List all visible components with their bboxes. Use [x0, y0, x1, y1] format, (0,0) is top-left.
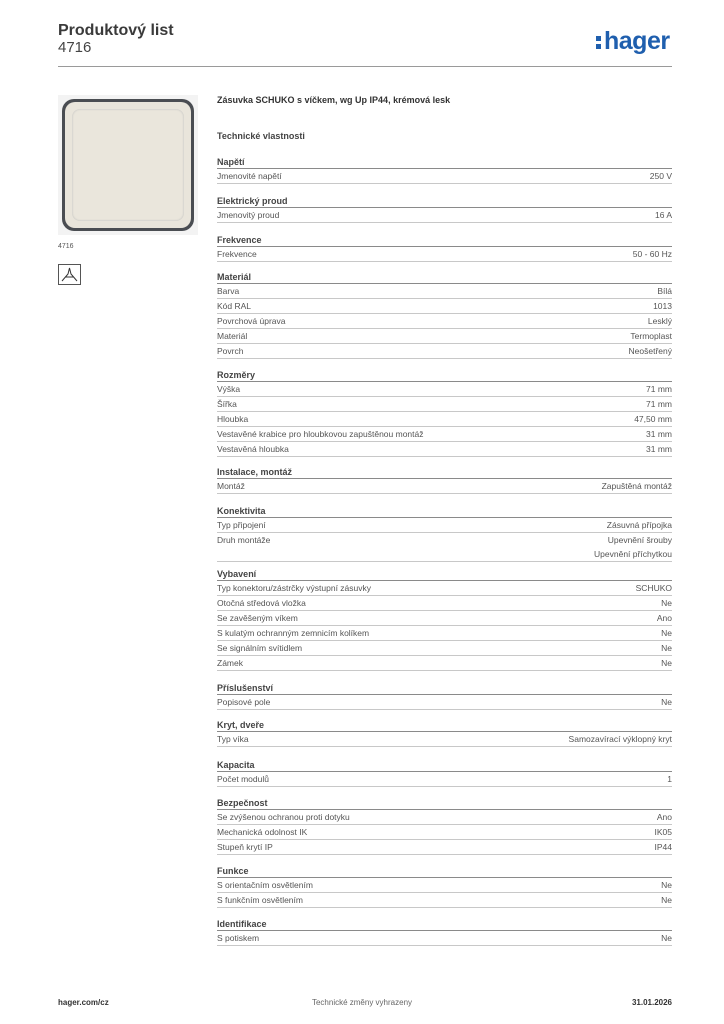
spec-row [217, 893, 672, 908]
spec-label: S kulatým ochranným zemnicím kolíkem [217, 628, 370, 638]
spec-row [217, 479, 672, 494]
spec-row [217, 397, 672, 412]
spec-row [217, 314, 672, 329]
spec-label: Montáž [217, 481, 245, 491]
section-heading: Kapacita [217, 760, 672, 772]
footer-date: 31.01.2026 [631, 998, 672, 1007]
product-image [58, 95, 198, 235]
spec-value: Zásuvná přípojka [606, 520, 672, 530]
spec-row [217, 247, 672, 262]
spec-value: 250 V [649, 171, 672, 181]
spec-section [217, 919, 672, 946]
header-divider [58, 66, 672, 67]
spec-label: Se zvýšenou ochranou proti dotyku [217, 812, 350, 822]
spec-section [217, 866, 672, 908]
spec-row [217, 611, 672, 626]
spec-section [217, 798, 672, 855]
spec-row [217, 641, 672, 656]
spec-row [217, 427, 672, 442]
spec-row [217, 412, 672, 427]
footer-note: Technické změny vyhrazeny [311, 998, 413, 1007]
spec-value: Ne [661, 933, 672, 943]
spec-row [217, 299, 672, 314]
spec-label: Kód RAL [217, 301, 252, 311]
spec-value: Lesklý [647, 316, 672, 326]
spec-label: Hloubka [217, 414, 249, 424]
spec-row [217, 825, 672, 840]
spec-label: Zámek [217, 658, 243, 668]
page-title: Produktový list [58, 22, 174, 39]
spec-label: Typ připojení [217, 520, 266, 530]
section-heading: Rozměry [217, 370, 672, 382]
spec-row [217, 533, 672, 562]
spec-label: S potiskem [217, 933, 260, 943]
spec-value: Ne [661, 697, 672, 707]
spec-label: Stupeň krytí IP [217, 842, 273, 852]
spec-section [217, 370, 672, 457]
section-heading: Bezpečnost [217, 798, 672, 810]
spec-row [217, 169, 672, 184]
spec-value: Ne [661, 643, 672, 653]
spec-label: Šířka [217, 399, 237, 409]
spec-row [217, 284, 672, 299]
spec-section [217, 235, 672, 262]
spec-row [217, 695, 672, 710]
product-number: 4716 [58, 39, 92, 56]
section-heading: Příslušenství [217, 683, 672, 695]
spec-section [217, 720, 672, 747]
spec-label: Jmenovité napětí [217, 171, 282, 181]
spec-section [217, 157, 672, 184]
spec-row [217, 732, 672, 747]
spec-value: 31 mm [646, 444, 672, 454]
spec-label: Vestavěné krabice pro hloubkovou zapuštěnou montáž [217, 429, 424, 439]
spec-row [217, 656, 672, 671]
spec-value: Ne [661, 628, 672, 638]
spec-label: Druh montáže [217, 535, 271, 545]
section-heading: Napětí [217, 157, 672, 169]
section-heading: Identifikace [217, 919, 672, 931]
section-heading: Elektrický proud [217, 196, 672, 208]
spec-section [217, 196, 672, 223]
spec-value: Ne [661, 658, 672, 668]
footer-website: hager.com/cz [58, 998, 109, 1007]
spec-value: 16 A [654, 210, 672, 220]
spec-value: SCHUKO [635, 583, 672, 593]
spec-value: 50 - 60 Hz [632, 249, 672, 259]
spec-label: Se zavěšeným víkem [217, 613, 298, 623]
spec-row [217, 626, 672, 641]
spec-value: Samozavírací výklopný kryt [568, 734, 672, 744]
section-heading: Vybavení [217, 569, 672, 581]
spec-label: Popisové pole [217, 697, 271, 707]
spec-row [217, 518, 672, 533]
spec-section [217, 467, 672, 494]
spec-label: Typ konektoru/zástrčky výstupní zásuvky [217, 583, 372, 593]
spec-label: Počet modulů [217, 774, 269, 784]
section-heading: Frekvence [217, 235, 672, 247]
spec-value: Ano [656, 812, 672, 822]
spec-row [217, 208, 672, 223]
spec-label: S funkčním osvětlením [217, 895, 303, 905]
spec-label: Typ víka [217, 734, 249, 744]
logo-dots-icon [596, 34, 602, 49]
spec-row [217, 931, 672, 946]
spec-row [217, 442, 672, 457]
spec-label: S orientačním osvětlením [217, 880, 313, 890]
product-title: Zásuvka SCHUKO s víčkem, wg Up IP44, krémová lesk [217, 95, 451, 105]
flush-mount-symbol-icon [58, 264, 81, 285]
spec-section [217, 683, 672, 710]
section-heading: Konektivita [217, 506, 672, 518]
spec-label: Se signálním svítidlem [217, 643, 303, 653]
spec-value: 71 mm [646, 399, 672, 409]
section-heading: Funkce [217, 866, 672, 878]
spec-value: 1 [667, 774, 672, 784]
section-heading: Kryt, dveře [217, 720, 672, 732]
spec-label: Frekvence [217, 249, 257, 259]
spec-section [217, 760, 672, 787]
spec-row [217, 596, 672, 611]
spec-section [217, 569, 672, 671]
image-caption: 4716 [58, 243, 74, 250]
spec-section [217, 506, 672, 562]
spec-label: Výška [217, 384, 241, 394]
spec-label: Vestavěná hloubka [217, 444, 289, 454]
spec-value: Ne [661, 880, 672, 890]
spec-row [217, 329, 672, 344]
spec-value: Bílá [657, 286, 672, 296]
spec-row [217, 878, 672, 893]
spec-value: Ano [656, 613, 672, 623]
spec-value: Zapuštěná montáž [601, 481, 672, 491]
spec-row [217, 382, 672, 397]
spec-label: Mechanická odolnost IK [217, 827, 308, 837]
logo-text: hager [604, 27, 670, 55]
spec-value: IK05 [654, 827, 672, 837]
spec-row [217, 772, 672, 787]
spec-label: Jmenovitý proud [217, 210, 280, 220]
spec-row [217, 581, 672, 596]
spec-value: Ne [661, 598, 672, 608]
spec-label: Povrch [217, 346, 244, 356]
spec-value: IP44 [654, 842, 672, 852]
spec-label: Materiál [217, 331, 248, 341]
spec-value: 47,50 mm [634, 414, 672, 424]
spec-value: 71 mm [646, 384, 672, 394]
technical-heading: Technické vlastnosti [217, 131, 305, 141]
spec-value: Upevnění šrouby Upevnění příchytkou [594, 535, 672, 559]
spec-row [217, 840, 672, 855]
spec-value: Ne [661, 895, 672, 905]
section-heading: Instalace, montáž [217, 467, 672, 479]
spec-label: Povrchová úprava [217, 316, 286, 326]
spec-value: Neošetřený [628, 346, 672, 356]
section-heading: Materiál [217, 272, 672, 284]
spec-value: 31 mm [646, 429, 672, 439]
spec-value: Termoplast [630, 331, 672, 341]
spec-label: Barva [217, 286, 240, 296]
spec-value: 1013 [653, 301, 672, 311]
spec-row [217, 344, 672, 359]
hager-logo [596, 27, 670, 56]
spec-label: Otočná středová vložka [217, 598, 306, 608]
spec-section [217, 272, 672, 359]
spec-row [217, 810, 672, 825]
